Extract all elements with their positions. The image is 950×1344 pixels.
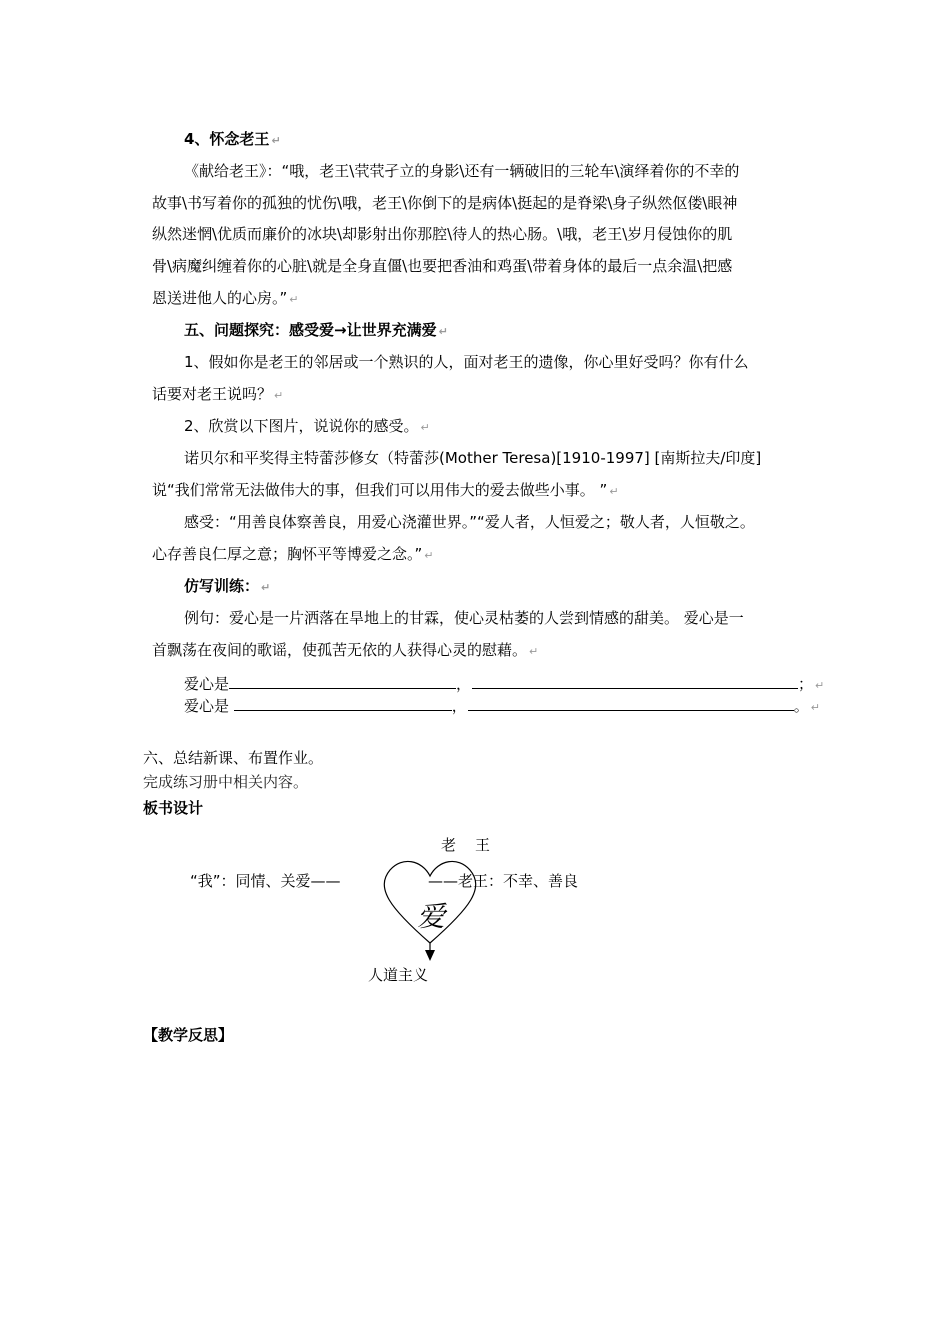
paragraph-mark: ↵ <box>438 325 448 338</box>
fill-blank-1b[interactable] <box>472 674 798 689</box>
board-left-text: “我”：同情、关爱—— <box>190 872 341 890</box>
section6-heading: 六、总结新课、布置作业。 <box>143 749 324 767</box>
paragraph-mark: ↵ <box>810 701 821 714</box>
poem-line-1: 《献给老王》：“哦，老王\茕茕孑立的身影\还有一辆破旧的三轮车\演绎着你的不幸的 <box>184 162 740 180</box>
section4-heading <box>184 128 281 152</box>
feeling-line-2 <box>152 543 434 567</box>
example-line-2-text: 首飘荡在夜间的歌谣，使孤苦无依的人获得心灵的慰藉。 <box>152 641 528 659</box>
poem-line-4: 骨\病魔纠缠着你的心脏\就是全身直僵\也要把香油和鸡蛋\带着身体的最后一点余温\把感 <box>152 257 733 275</box>
poem-line-5 <box>152 287 299 311</box>
board-design-title: 板书设计 <box>143 799 204 817</box>
quote-line-1: 诺贝尔和平奖得主特蕾莎修女（特蕾莎(Mother Teresa)[1910-1997] [南斯拉夫/印度] <box>184 449 762 467</box>
imitation-heading <box>184 575 270 599</box>
fill-blank-2a[interactable] <box>234 696 452 711</box>
board-right-text: ——老王：不幸、善良 <box>428 872 579 890</box>
fill-line-2-prefix: 爱心是 <box>184 697 234 715</box>
fill-line-1-comma: ， <box>456 675 472 693</box>
paragraph-mark: ↵ <box>529 645 539 658</box>
question2 <box>184 415 430 439</box>
board-bottom-text: 人道主义 <box>368 966 429 984</box>
quote-line-2 <box>152 479 619 503</box>
heart-diagram <box>370 848 490 973</box>
poem-line-3: 纵然迷惘\优质而廉价的冰块\却影射出你那腔\待人的热心肠。\哦，老王\岁月侵蚀你的肌 <box>152 225 733 243</box>
teaching-reflection: 【教学反思】 <box>143 1026 234 1044</box>
fill-line-1-end: ； <box>798 675 814 693</box>
quote-line-2-text: 说“我们常常无法做伟大的事，但我们可以用伟大的爱去做些小事。 ” <box>152 481 608 499</box>
arrow-head-icon <box>425 950 435 961</box>
section5-heading-text: 五、问题探究：感受爱→让世界充满爱 <box>184 321 437 339</box>
paragraph-mark: ↵ <box>424 549 434 562</box>
poem-line-5-text: 恩送进他人的心房。” <box>152 289 288 307</box>
paragraph-mark: ↵ <box>420 421 430 434</box>
imitation-heading-text: 仿写训练： <box>184 577 260 595</box>
board-title: 老 王 <box>441 836 493 854</box>
paragraph-mark: ↵ <box>815 679 825 692</box>
fill-blank-1a[interactable] <box>229 674 456 689</box>
example-line-1: 例句：爱心是一片洒落在旱地上的甘霖，使心灵枯萎的人尝到情感的甜美。 爱心是一 <box>184 609 744 627</box>
question2-text: 2、欣赏以下图片，说说你的感受。 <box>184 417 419 435</box>
paragraph-mark: ↵ <box>261 581 271 594</box>
poem-line-2: 故事\书写着你的孤独的忧伤\哦，老王\你倒下的是病体\挺起的是脊梁\身子纵然伛偻\眼神 <box>152 194 738 212</box>
section4-heading-text: 4、怀念老王 <box>184 130 270 148</box>
paragraph-mark: ↵ <box>274 389 284 402</box>
feeling-line-1: 感受：“用善良体察善良，用爱心浇灌世界。”“爱人者，人恒爱之；敬人者，人恒敬之。 <box>184 513 755 531</box>
fill-line-1-prefix: 爱心是 <box>184 675 230 693</box>
fill-line-2-end: 。 <box>793 697 809 715</box>
homework-text: 完成练习册中相关内容。 <box>143 773 309 791</box>
fill-line-2-comma: ， <box>451 697 467 715</box>
example-line-2 <box>152 639 538 663</box>
section5-heading <box>184 319 448 343</box>
paragraph-mark: ↵ <box>609 485 619 498</box>
heart-text: 爱 <box>417 900 446 933</box>
question1-line-1: 1、假如你是老王的邻居或一个熟识的人，面对老王的遗像，你心里好受吗？你有什么 <box>184 353 749 371</box>
feeling-line-2-text: 心存善良仁厚之意；胸怀平等博爱之念。” <box>152 545 423 563</box>
fill-line-1 <box>184 673 824 697</box>
paragraph-mark: ↵ <box>289 293 299 306</box>
fill-blank-2b[interactable] <box>468 696 794 711</box>
question1-line-2 <box>152 383 283 407</box>
fill-line-2 <box>184 695 820 719</box>
paragraph-mark: ↵ <box>271 134 281 147</box>
question1-line-2-text: 话要对老王说吗？ <box>152 385 273 403</box>
